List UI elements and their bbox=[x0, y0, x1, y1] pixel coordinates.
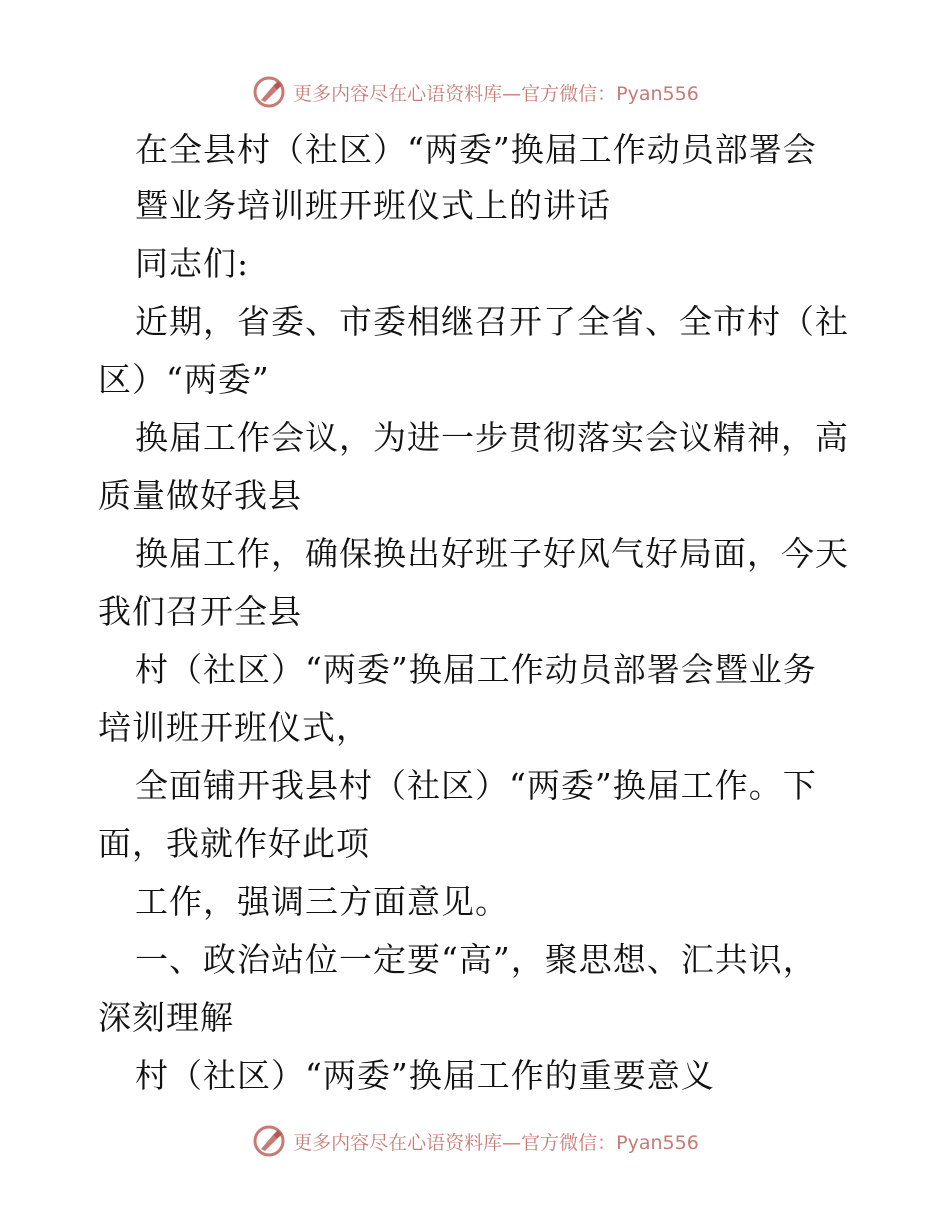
paragraph-line: 区）“两委” bbox=[98, 360, 270, 399]
paragraph-line: 面，我就作好此项 bbox=[98, 824, 370, 863]
header-watermark bbox=[0, 72, 950, 112]
title-line-1: 在全县村（社区）“两委”换届工作动员部署会 bbox=[135, 130, 817, 169]
section-heading-line: 深刻理解 bbox=[98, 998, 234, 1037]
footer-watermark bbox=[0, 1121, 950, 1161]
paragraph-line: 工作，强调三方面意见。 bbox=[135, 882, 509, 921]
paragraph-line: 培训班开班仪式， bbox=[98, 708, 370, 747]
title-line-2: 暨业务培训班开班仪式上的讲话 bbox=[135, 186, 611, 225]
paragraph-line: 换届工作会议，为进一步贯彻落实会议精神，高 bbox=[135, 418, 849, 457]
paragraph-line: 我们召开全县 bbox=[98, 592, 302, 631]
paragraph-line: 换届工作，确保换出好班子好风气好局面，今天 bbox=[135, 534, 849, 573]
paragraph-line: 近期，省委、市委相继召开了全省、全市村（社 bbox=[135, 302, 849, 341]
pen-nib-circle-icon bbox=[251, 74, 287, 110]
paragraph-line: 村（社区）“两委”换届工作动员部署会暨业务 bbox=[135, 650, 817, 689]
section-heading-line: 一、政治站位一定要“高”，聚思想、汇共识， bbox=[135, 940, 817, 979]
salutation: 同志们: bbox=[135, 244, 250, 283]
section-heading-line: 村（社区）“两委”换届工作的重要意义 bbox=[135, 1056, 715, 1095]
watermark-text: 更多内容尽在心语资料库—官方微信：Pyan556 bbox=[293, 82, 699, 105]
paragraph-line: 全面铺开我县村（社区）“两委”换届工作。下 bbox=[135, 766, 817, 805]
pen-nib-circle-icon bbox=[251, 1123, 287, 1159]
watermark-text: 更多内容尽在心语资料库—官方微信：Pyan556 bbox=[293, 1131, 699, 1154]
paragraph-line: 质量做好我县 bbox=[98, 476, 302, 515]
